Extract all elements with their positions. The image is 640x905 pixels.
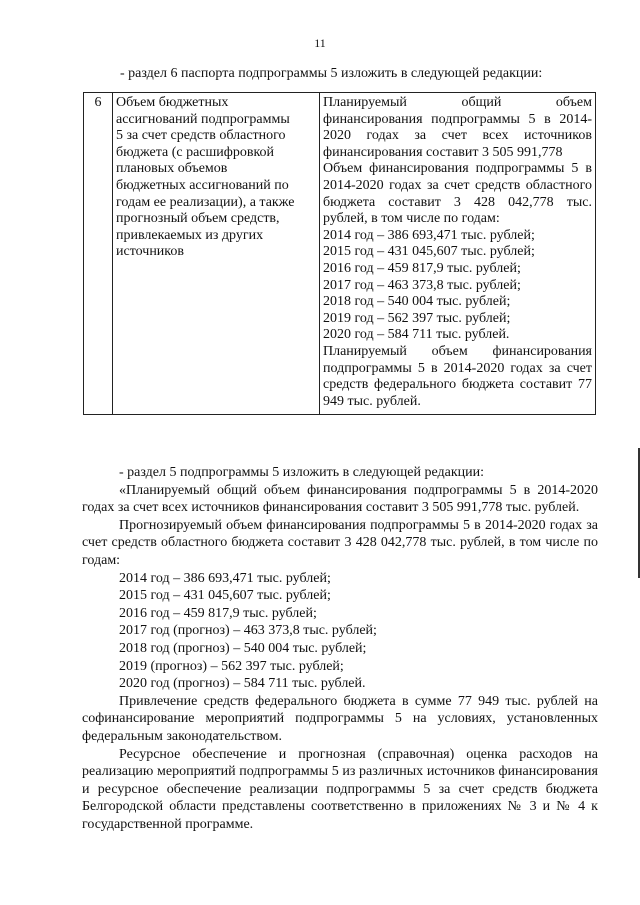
row-name-line: источников — [116, 244, 185, 260]
section5-regional: Прогнозируемый объем финансирования подпрограммы 5 в 2014-2020 годах за счет средств областного бюджета составит 3 428 042,778 тыс. рублей, в том числе по годам: — [82, 517, 598, 568]
value-federal: Планируемый объем финансирования подпрограммы 5 в 2014-2020 годах за счет средств федерального бюджета составит 77 949 тыс. рублей. — [323, 343, 592, 409]
value-year-2016: 2016 год – 459 817,9 тыс. рублей; — [323, 260, 521, 276]
section5-year-2016: 2016 год – 459 817,9 тыс. рублей; — [119, 605, 317, 621]
value-year-2017: 2017 год – 463 373,8 тыс. рублей; — [323, 277, 521, 293]
row-name-line: бюджетных ассигнований по — [116, 177, 289, 193]
section5-year-2017: 2017 год (прогноз) – 463 373,8 тыс. рублей; — [119, 623, 377, 639]
row-name-line: прогнозный объем средств, — [116, 211, 280, 227]
value-total: Планируемый общий объем финансирования подпрограммы 5 в 2014-2020 годах за счет всех источников финансирования составит 3 505 991,778 — [323, 95, 592, 160]
row-name-line: ассигнований подпрограммы — [116, 111, 290, 127]
passport-table — [83, 92, 596, 415]
section5-resources: Ресурсное обеспечение и прогнозная (справочная) оценка расходов на реализацию мероприятий подпрограммы 5 из различных источников финансирования и ресурсное обеспечение реализации подпрограммы 5 за счет средств бюджета Белгородской области представлены соответственно в приложениях № 3 и № 4 к государственной программе. — [82, 746, 598, 832]
section5-federal: Привлечение средств федерального бюджета в сумме 77 949 тыс. рублей на софинансирование мероприятий подпрограммы 5 на условиях, установленных федеральным законодательством. — [82, 693, 598, 744]
row-name-line: годам ее реализации), а также — [116, 194, 295, 210]
row-name-line: Объем бюджетных — [116, 95, 229, 110]
value-regional: Объем финансирования подпрограммы 5 в 2014-2020 годах за счет средств областного бюджета составит 3 428 042,778 тыс. рублей, в том числе по годам: — [323, 161, 592, 227]
value-year-2020: 2020 год – 584 711 тыс. рублей. — [323, 327, 510, 343]
row-name-line: привлекаемых из других — [116, 227, 264, 243]
section6-intro: - раздел 6 паспорта подпрограммы 5 изложить в следующей редакции: — [120, 66, 543, 81]
row-name-line: бюджета (с расшифровкой — [116, 144, 275, 160]
value-year-2019: 2019 год – 562 397 тыс. рублей; — [323, 310, 511, 326]
row-name-line: плановых объемов — [116, 161, 228, 177]
section5-year-2020: 2020 год (прогноз) – 584 711 тыс. рублей. — [119, 676, 366, 692]
page-number: 11 — [314, 36, 326, 50]
section5-total: «Планируемый общий объем финансирования подпрограммы 5 в 2014-2020 годах за счет всех источников финансирования составит 3 505 991,778 тыс. рублей. — [82, 482, 598, 516]
table-row — [84, 93, 596, 415]
section5-year-2018: 2018 год (прогноз) – 540 004 тыс. рублей; — [119, 640, 367, 656]
value-year-2014: 2014 год – 386 693,471 тыс. рублей; — [323, 227, 535, 243]
section5-year-2014: 2014 год – 386 693,471 тыс. рублей; — [119, 570, 331, 586]
section5-year-2015: 2015 год – 431 045,607 тыс. рублей; — [119, 588, 331, 604]
row-name-cell — [113, 93, 320, 415]
row-number: 6 — [84, 93, 113, 415]
section5-year-2019: 2019 (прогноз) – 562 397 тыс. рублей; — [119, 658, 344, 674]
value-year-2015: 2015 год – 431 045,607 тыс. рублей; — [323, 244, 535, 260]
value-year-2018: 2018 год – 540 004 тыс. рублей; — [323, 294, 511, 310]
row-value-cell — [320, 93, 596, 415]
row-name-line: 5 за счет средств областного — [116, 128, 286, 144]
section5-intro: - раздел 5 подпрограммы 5 изложить в следующей редакции: — [119, 465, 485, 480]
section5-body — [82, 464, 598, 833]
